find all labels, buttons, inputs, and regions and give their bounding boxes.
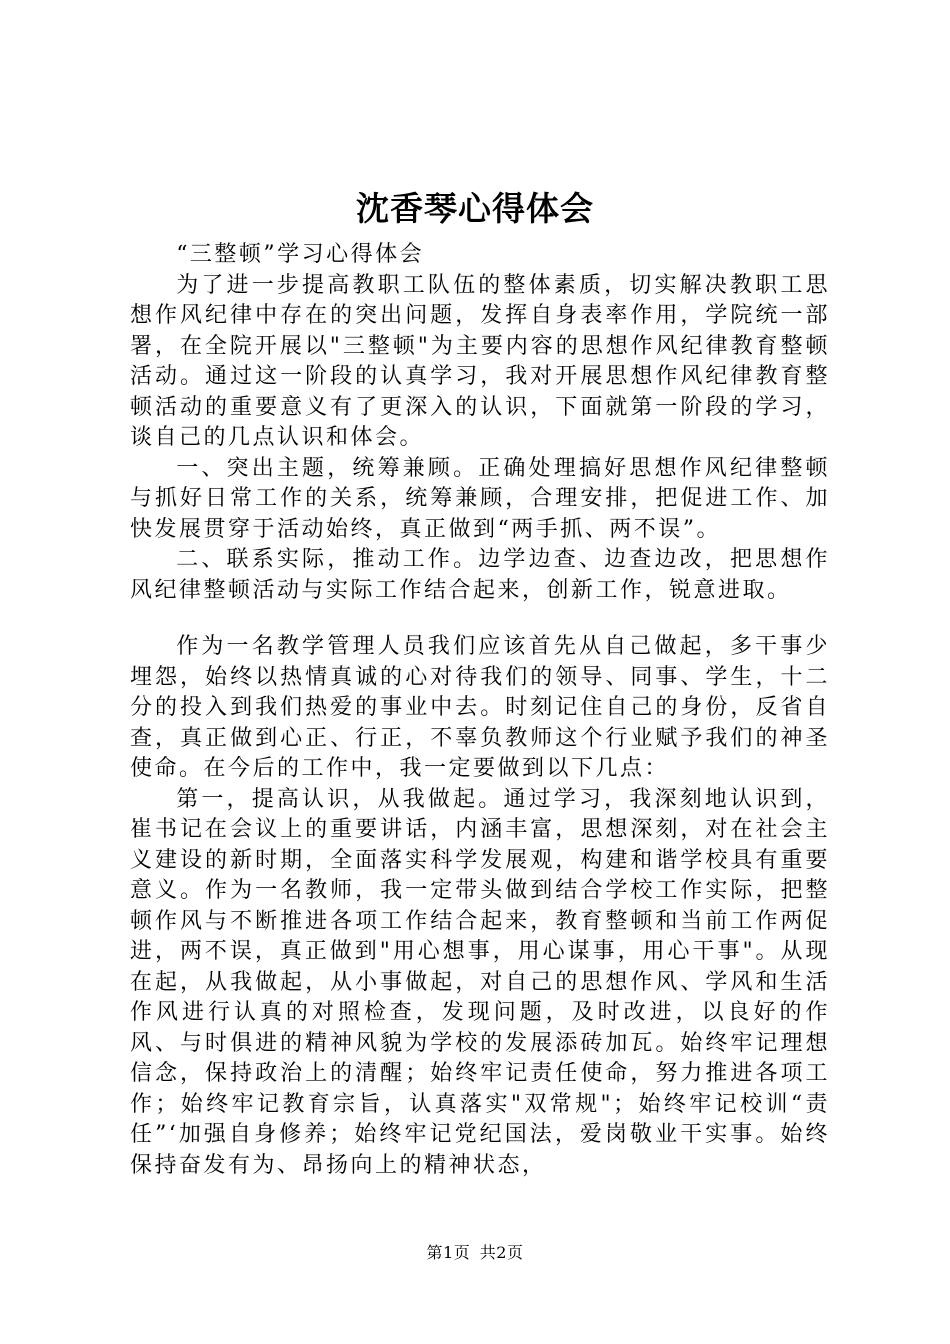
- paragraph-first-item: 第一，提高认识，从我做起。通过学习，我深刻地认识到，崔书记在会议上的重要讲话，内涵丰富，思想深刻，对在社会主义建设的新时期，全面落实科学发展观，构建和谐学校具有重要意义。作为一名教师，我一定带头做到结合学校工作实际，把整顿作风与不断推进各项工作结合起来，教育整顿和当前工作两促进，两不误，真正做到"用心想事，用心谋事，用心干事"。从现在起，从我做起，从小事做起，对自己的思想作风、学风和生活作风进行认真的对照检查，发现问题，及时改进，以良好的作风、与时俱进的精神风貌为学校的发展添砖加瓦。始终牢记理想信念，保持政治上的清醒；始终牢记责任使命，努力推进各项工作；始终牢记教育宗旨，认真落实"双常规"；始终牢记校训“责任”‘加强自身修养；始终牢记党纪国法，爱岗敬业干实事。始终保持奋发有为、昂扬向上的精神状态，: [130, 786, 830, 1178]
- page-footer: [0, 1240, 950, 1263]
- paragraph-role: 作为一名教学管理人员我们应该首先从自己做起，多干事少埋怨，始终以热情真诚的心对待我们的领导、同事、学生，十二分的投入到我们热爱的事业中去。时刻记住自己的身份，反省自查，真正做到心正、行正，不辜负教师这个行业赋予我们的神圣使命。在今后的工作中，我一定要做到以下几点：: [130, 634, 830, 781]
- body-section-a: [130, 240, 830, 606]
- subtitle: “三整顿”学习心得体会: [176, 242, 425, 267]
- paragraph-point-two: 二、联系实际，推动工作。边学边查、边查边改，把思想作风纪律整顿活动与实际工作结合起来，创新工作，锐意进取。: [130, 547, 830, 603]
- paragraph-intro: 为了进一步提高教职工队伍的整体素质，切实解决教职工思想作风纪律中存在的突出问题，发挥自身表率作用，学院统一部署，在全院开展以"三整顿"为主要内容的思想作风纪律教育整顿活动。通过这一阶段的认真学习，我对开展思想作风纪律教育整顿活动的重要意义有了更深入的认识，下面就第一阶段的学习，谈自己的几点认识和体会。: [130, 272, 830, 450]
- document-title: 沈香琴心得体会: [356, 189, 594, 228]
- page-total: 共2页: [479, 1243, 524, 1262]
- paragraph-point-one: 一、突出主题，统筹兼顾。正确处理搞好思想作风纪律整顿与抓好日常工作的关系，统筹兼顾，合理安排，把促进工作、加快发展贯穿于活动始终，真正做到“两手抓、两不误”。: [130, 455, 830, 542]
- body-section-b: [130, 632, 830, 1181]
- page-number: 第1页: [426, 1243, 471, 1262]
